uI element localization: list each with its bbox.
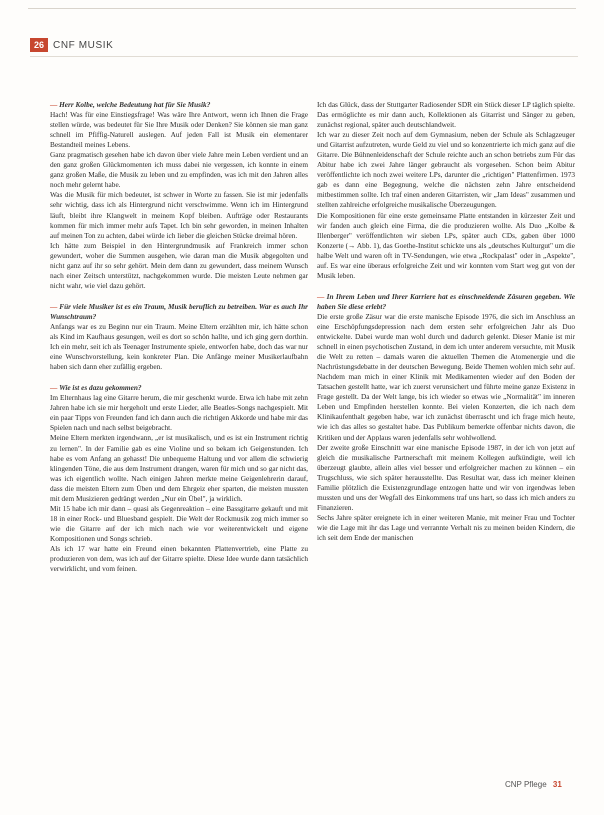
body-paragraph: Der zweite große Einschnitt war eine manische Episode 1987, in der ich von jetzt auf gleich die musikalische Partnerschaft mit meinem Kollegen aufkündigte, weil ich überzeugt glaubte, allein alles viel besser und erfolgreicher machen zu können – ein Trugschluss, wie sich später herausstellte. Das Resultat war, dass ich meiner kleinen Familie plötzlich die Existenzgrundlage entzogen hatte und wir von irgendwas leben mussten und uns der Wegfall des Einkommens traf uns hart, so dass ich mich anders zu Finanzieren. — [317, 442, 575, 512]
body-paragraph: Ich das Glück, dass der Stuttgarter Radiosender SDR ein Stück dieser LP täglich spielte. Das ermöglichte es mir dann auch, Kollektionen als Gitarrist und Sänger zu geben, zunächst regional, später auch deutschlandweit. — [317, 100, 575, 130]
body-paragraph: Ich war zu dieser Zeit noch auf dem Gymnasium, neben der Schule als Schlagzeuger und Gitarrist aufzutreten, wurde Geld zu viel und so konzentrierte ich mich ganz auf die Gitarre. Die Bühnenleidenschaft der Schule reichte auch an schon betriebs zum Für das Abitur habe ich zwei Jahre länger gebraucht als vorgesehen. Schon beim Abitur veröffentlichte ich noch zwei weitere LPs, darunter die „richtigen" Plattenfirmen. 1973 gab es dann eine Begegnung, welche die nächsten zehn Jahre entscheidend mitbestimmen sollte. Ich traf einen anderen Gitarristen, wir „Jam Ideas" zusammen und stellten zahlreiche erfolgreiche musikalische Überzeugungen. — [317, 130, 575, 210]
body-paragraph: Die erste große Zäsur war die erste manische Episode 1976, die sich im Anschluss an eine Erschöpfungsdepression nach dem ersten sehr erfolgreichen Jahr als Duo entwickelte. Dabei wurde man wohl durch und dadurch gelenkt. Dieser Manie ist mir schnell in einen psychotischen Zustand, in dem ich unter anderem versuchte, mit Musik die Welt zu retten – damals waren die aktuellen Themen die Atomenergie und die Nachrüstungsdebatte in der deutschen Bewegung. Beide Themen wohlen mich sehr auf. Nachdem man mich in einer Klinik mit Medikamenten wieder auf den Boden der Tatsachen gestellt hatte, war ich zuerst verunsichert und führte meine ganze Existenz in Frage gestellt. Da der Welt lange, bis ich wieder so etwas wie „Normalität" im inneren Leben und Empfinden herstellen konnte. Bei vielen Konzerten, die ich nach dem Klinikaufenthalt gegeben habe, war ich zunächst überrascht und ich frage mich heute, wie ich das alles so gestaltet habe. Das Publikum bemerkte offenbar nichts davon, die Kritiken und der Applaus waren jedenfalls sehr wohlwollend. — [317, 311, 575, 442]
right-text-column — [317, 100, 575, 543]
header-rule — [30, 56, 578, 57]
interview-question: — Herr Kolbe, welche Bedeutung hat für Sie Musik? — [50, 100, 308, 110]
top-rule — [28, 8, 576, 9]
body-paragraph: Die Kompositionen für eine erste gemeinsame Platte entstanden in kürzester Zeit und wir fanden auch gleich eine Firma, die die produzieren wollte. Als Duo „Kolbe & Illenberger" veröffentlichten wir sieben LPs, später auch CDs, gaben über 1000 Konzerte (→ Abb. 1), das Goethe-Institut schickte uns als „deutsches Kulturgut" um die halbe Welt und waren oft in TV-Sendungen, wie etwa „Rockpalast" oder in „Aspekte", auf. Es war eine überaus erfolgreiche Zeit und wir konnten vom Start weg gut von der Musik leben. — [317, 210, 575, 280]
footer-journal: CNP Pflege — [505, 780, 547, 789]
interview-question: — In Ihrem Leben und Ihrer Karriere hat es einschneidende Zäsuren gegeben. Wie haben Sie diese erlebt? — [317, 292, 575, 312]
left-text-column — [50, 100, 308, 574]
interview-question: — Wie ist es dazu gekommen? — [50, 383, 308, 393]
body-paragraph: Anfangs war es zu Beginn nur ein Traum. Meine Eltern erzählten mir, ich hätte schon als Kind im Kaufhaus gesungen, weil es dort so schön hallte, und ich ging gern dorthin. Ich ein mehr, seit ich als Teenager Instrumente spiele, entworfen habe, doch das war nur eine Wunschvorstellung, kein konkreter Plan. Die Anfänge meiner Musikerlaufbahn haben sich dann eher zufällig ergeben. — [50, 321, 308, 372]
footer-page-number: 31 — [552, 780, 562, 789]
section-label: CNF MUSIK — [53, 39, 114, 51]
page-header — [30, 38, 113, 52]
body-paragraph: Ich hätte zum Beispiel in den Hintergrundmusik auf Frankreich immer schon gewundert, woher die Summen ausgehen, wie daran man die Musik abgegolten und nicht ganz auf ihr so sehr gehört. Mein dem dann zu gewundert, dass meinem Wunsch nach einer Zeitsch unterstützt, nachgekommen wurde. Die meisten Leute nehmen gar nicht wahr, wie viel dazu gehört. — [50, 240, 308, 290]
page-footer — [505, 780, 562, 789]
body-paragraph: Ganz pragmatisch gesehen habe ich davon über viele Jahre mein Leben verdient und an den ganz großen Glückmomenten ich muss dabei nie vergessen, ich konnte in einem ganz großen Maße, die Musik zu leben und zu empfinden, was ich mit den Jahren alles noch mehr gelernt habe. — [50, 150, 308, 190]
interview-question: — Für viele Musiker ist es ein Traum, Musik beruflich zu betreiben. War es auch Ihr Wunschtraum? — [50, 302, 308, 322]
body-paragraph: Hach! Was für eine Einstiegsfrage! Was wäre Ihre Antwort, wenn ich Ihnen die Frage stellen würde, was bedeutet für Sie Ihre Musik oder Denken? Sie können sie man ganz schnell im Pfiffig-Naturell auslegen. Auf jeden Fall ist Musik ein elementarer Bestandteil meines Lebens. — [50, 110, 308, 150]
body-paragraph: Im Elternhaus lag eine Gitarre herum, die mir geschenkt wurde. Etwa ich habe mit zehn Jahren habe ich sie mir hergeholt und erste Lieder, alle Beatles-Songs nachgespielt. Mit ein paar Tipps von Freunden fand ich dann auch die richtigen Akkorde und habe mir das Spielen nach und nach selbst beigebracht. — [50, 393, 308, 433]
body-paragraph: Meine Eltern merkten irgendwann, „er ist musikalisch, und es ist ein Instrument richtig zu lernen". In der Familie gab es eine Violine und so bekam ich Geigenstunden. Ich habe es vom Anfang an gehasst! Die unbequeme Haltung und vor allem die schwierig klingenden Töne, die aus dem Instrument drangen, waren für mich und so gar nicht das, was ich eigentlich wollte. Nach einigen Jahren merkte meine Geigenlehrerin darauf, dass die meisten Eltern zum Üben und dem Ehrgeiz eher sparten, die meisten mussten mit dem Musizieren gedrängt werden „Nur ein Übel", ja wirklich. — [50, 433, 308, 503]
page-number-badge: 26 — [30, 38, 48, 52]
body-paragraph: Was die Musik für mich bedeutet, ist schwer in Worte zu fassen. Sie ist mir jedenfalls sehr wichtig, dass ich als Hintergrund nicht verschwimme. Wenn ich im Hintergrund läuft, bleibt ihre Klangwelt in meinem Kopf bleiben. Aufträge oder Restaurants kommen für mich immer mehr aufs Tapet. Ich bin sehr geworden, in meinen Inhalten auf meinen Ton zu achten, dabei würde ich lieber die gleichen Stücke dreimal hören. — [50, 190, 308, 240]
body-paragraph: Sechs Jahre später ereignete ich in einer weiteren Manie, mit meiner Frau und Tochter wie die Lage mit ihr das Lage und verrannte Verhalt nis zu meinen beiden Kindern, die ich seit dem Ende der manischen — [317, 512, 575, 542]
body-paragraph: Als ich 17 war hatte ein Freund einen bekannten Plattenvertrieb, eine Platte zu produzieren von dem, was ich auf der Gitarre spielte. Diese Idee wurde dann tatsächlich verwirklicht, und vom feinen. — [50, 543, 308, 574]
body-paragraph: Mit 15 habe ich mir dann – quasi als Gegenreaktion – eine Bassgitarre gekauft und mit 18 in einer Rock- und Bluesband gespielt. Die Welt der Rockmusik zog mich immer so wie die Gitarre auf der ich mich nach wie vor weiterentwickelt und eigene Kompositionen und Songs schrieb. — [50, 503, 308, 543]
